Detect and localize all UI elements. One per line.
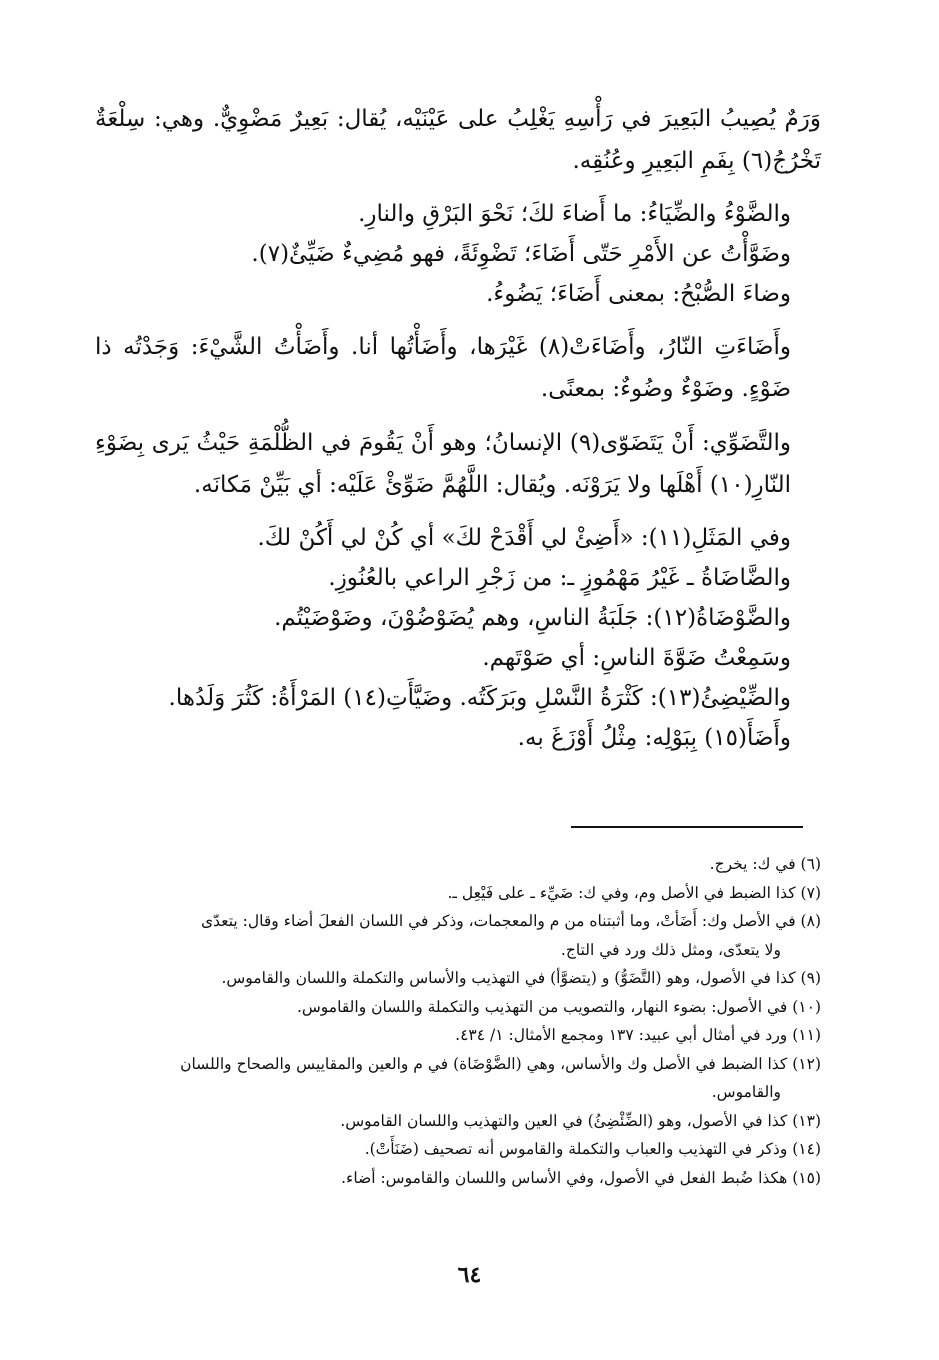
footnote: (٩) كذا في الأصول، وهو (التَّضَوُّ) و (يتضوَّأ) في التهذيب والأساس والتكملة واللسان والقاموس.	[221, 969, 821, 987]
footnote: (١٥) هكذا ضُبط الفعل في الأصول، وفي الأساس واللسان والقاموس: أضاء.	[341, 1168, 821, 1187]
main-text	[95, 98, 821, 770]
paragraph-2: وأَضَاءَتِ النّارُ، وأَضَاءَتْ(٨) غَيْرَها، وأَضَأْتُها أنا. وأَضَأْتُ الشَّيْءَ: وَجَدْتُه ذا ضَوْءٍ. وضَوْءٌ وضُوءٌ: بمعنًى.	[95, 334, 792, 402]
footnote: (٨) في الأصل وك: أَضَأتْ، وما أثبتناه من م والمعجمات، وذكر في اللسان الفعلَ أضاء وقال: يتعدّى	[201, 912, 821, 930]
footnotes	[92, 850, 821, 1192]
text-line: والضَّاضَاةُ ـ غَيْرُ مَهْمُوزٍ ـ: من زَجْرِ الراعي بالعُنُوزِ.	[328, 565, 791, 591]
text-line: وأَضَأَ(١٥) بِبَوْلِه: مِثْلُ أَوْزَغَ به.	[517, 725, 791, 751]
footnote: (٧) كذا الضبط في الأصل وم، وفي ك: ضَيِّء ـ على فَيْعِل ـ.	[447, 883, 821, 902]
footnote: (١٢) كذا الضبط في الأصل وك والأساس، وهي (الضَّوْضَاة) في م والعين والمقاييس والصحاح واللسان	[180, 1054, 821, 1073]
paragraph-1: وَرَمٌ يُصِيبُ البَعِيرَ في رَأْسِهِ يَغْلِبُ على عَيْنَيْه، يُقال: بَعِيرٌ مَضْوِيٌّ. وهي: سِلْعَةٌ تَخْرُجُ(٦) بِفَمِ البَعِيرِ وعُنُقِه.	[95, 106, 821, 174]
footnote-separator	[571, 826, 803, 828]
line-group-1	[95, 194, 821, 314]
footnote: (١١) ورد في أمثال أبي عبيد: ١٣٧ ومجمع الأمثال: ١/ ٤٣٤.	[455, 1026, 821, 1044]
line-group-2	[95, 518, 821, 758]
footnote: (١٠) في الأصول: بضوء النهار، والتصويب من التهذيب والتكملة واللسان والقاموس.	[296, 997, 821, 1016]
text-line: والضِّيْضِئُ(١٣): كَثْرَةُ النَّسْلِ وبَرَكَتُه. وضَيَّأَتِ(١٤) المَرْأَةُ: كَثُرَ وَلَدُها.	[168, 685, 791, 711]
footnote: (١٤) وذكر في التهذيب والعباب والتكملة والقاموس أنه تصحيف (ضَنَأَتْ).	[364, 1140, 821, 1158]
paragraph-3: والتَّضَوِّي: أَنْ يَتَضَوّى(٩) الإنسانُ؛ وهو أَنْ يَقُومَ في الظُّلْمَةِ حَيْثُ يَرى بِضَوْءِ النّارِ(١٠) أَهْلَها ولا يَرَوْنَه. ويُقال: اللَّهُمَّ ضَوِّئْ عَلَيْه: أي بَيِّنْ مَكانَه.	[95, 430, 791, 498]
footnote: (١٣) كذا في الأصول، وهو (الضِّئْضِئُ) في العين والتهذيب واللسان القاموس.	[340, 1111, 821, 1130]
footnote: (٦) في ك: يخرج.	[709, 855, 821, 873]
footnote-continuation: والقاموس.	[711, 1083, 781, 1101]
text-line: وضَوَّأْتُ عن الأَمْرِ حَتّى أَضَاءَ؛ تَضْوِئَةً، فهو مُضِيءٌ ضَيِّئٌ(٧).	[251, 241, 791, 267]
text-line: وفي المَثَلِ(١١): «أَضِئْ لي أَقْدَحْ لكَ» أي كُنْ لي أَكُنْ لكَ.	[257, 525, 791, 551]
text-line: وسَمِعْتُ ضَوَّةَ الناسِ: أي صَوْتَهم.	[482, 645, 791, 671]
text-line: والضَّوْضَاةُ(١٢): جَلَبَةُ الناسِ، وهم يُضَوْضُوْنَ، وضَوْضَيْتُم.	[274, 605, 791, 631]
page-number: ٦٤	[457, 1262, 482, 1288]
footnote-continuation: ولا يتعدّى، ومثل ذلك ورد في التاج.	[560, 940, 781, 959]
text-line: وضاءَ الصُّبْحُ: بمعنى أَضَاءَ؛ يَضُوءُ.	[486, 281, 791, 307]
text-line: والضَّوْءُ والضِّيَاءُ: ما أَضاءَ لكَ؛ نَحْوَ البَرْقِ والنارِ.	[358, 201, 791, 227]
